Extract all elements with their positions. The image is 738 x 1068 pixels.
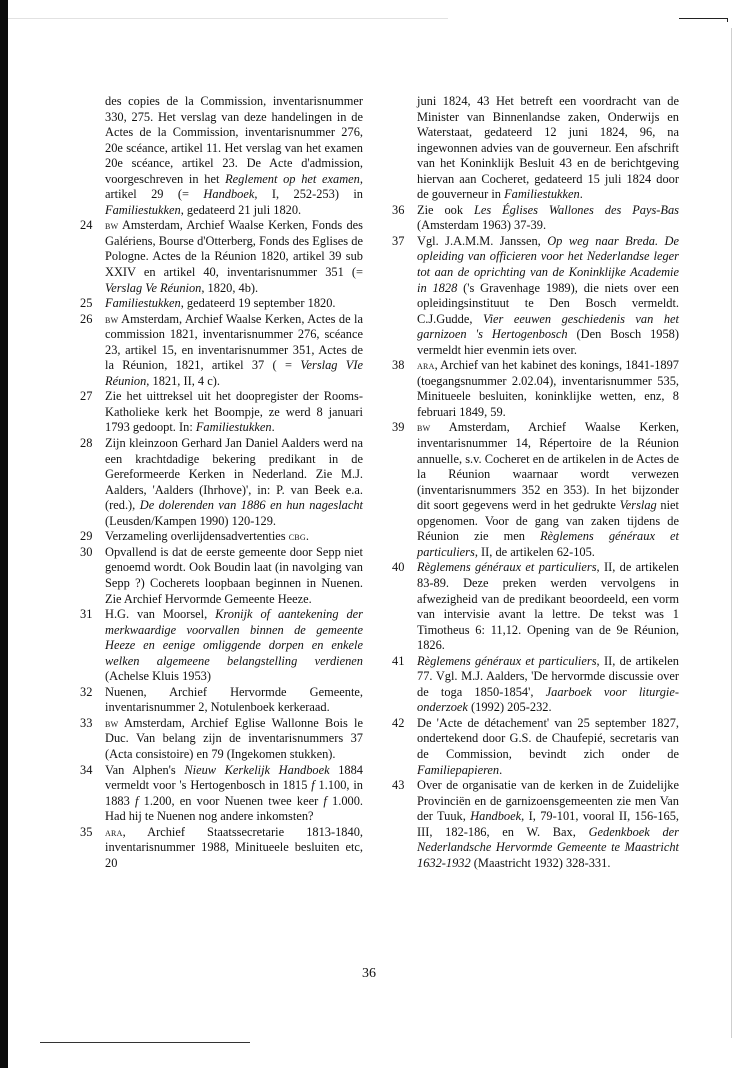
footnote-number: 29	[80, 529, 93, 544]
italic-text: Verslag Ve Réunion	[105, 280, 202, 295]
footnote-26	[80, 312, 363, 390]
text-run: niet opgenomen. Voor de gang van zaken tijdens de Réunion zie men	[417, 498, 679, 544]
text-run: Opvallend is dat de eerste gemeente door Sepp niet genoemd wordt. Ook Boudin laat (in navolging van Sepp ?) Cocherets loopbaan beginnen in Nuenen. Zie Archief Hervormde Gemeente Heeze.	[105, 544, 363, 606]
footnote-number: 25	[80, 296, 93, 311]
footnote-text	[105, 825, 363, 872]
footnote-40	[392, 560, 679, 653]
italic-text: f	[323, 793, 327, 808]
footnote-29	[80, 529, 363, 545]
footnote-number: 42	[392, 715, 405, 730]
footnote-text	[105, 529, 363, 545]
footnote-text	[417, 234, 679, 358]
footnote-27	[80, 389, 363, 436]
text-run: , II, de artikelen 77. Vgl. M.J. Aalders, 'De hervormde discussie over de toga 1850-1854',	[417, 653, 679, 699]
footnote-number: 24	[80, 218, 93, 233]
italic-text: Kronijk of aantekening der merkwaardige voorvallen binnen de gemeente Heeze en eenige omliggende dorpen en enkele welken algemeene belangstelling verdienen	[105, 607, 364, 668]
footnote-31	[80, 607, 363, 685]
text-run: , I, 252-253) in	[254, 187, 363, 202]
text-run: .	[305, 529, 309, 544]
footnote-35	[80, 825, 363, 872]
footnote-text	[105, 716, 363, 763]
text-run: (1992) 205-232.	[467, 700, 552, 715]
notes-list-left	[80, 218, 363, 871]
text-run: , II, de artikelen 62-105.	[474, 544, 595, 559]
note-continuation	[80, 94, 363, 218]
footnote-number: 33	[80, 715, 93, 730]
footnote-34	[80, 763, 363, 825]
text-run: (Leusden/Kampen 1990) 120-129.	[105, 513, 277, 528]
footnote-28	[80, 436, 363, 529]
footnote-text	[105, 607, 363, 685]
scan-bottom-mark	[40, 1042, 250, 1043]
footnote-number: 43	[392, 778, 405, 793]
footnote-30	[80, 545, 363, 607]
text-run: , 1820, 4b).	[201, 280, 259, 295]
footnote-36	[392, 203, 679, 234]
footnote-37	[392, 234, 679, 358]
scan-corner-mark	[679, 18, 728, 22]
italic-text: Verslag	[619, 498, 657, 513]
footnote-42	[392, 716, 679, 778]
italic-text: Les Églises Wallones des Pays-Bas	[473, 202, 679, 217]
footnote-text	[417, 420, 679, 560]
text-run: De 'Acte de détachement' van 25 september 1827, ondertekend door G.S. de Chaufepié, secretaris van de Commission, bevindt zich onder de	[417, 715, 679, 761]
text-run: Amsterdam, Archief Waalse Kerken, Fonds des Galériens, Bourse d'Otterberg, Fonds des Eglises de Pologne. Actes de la Réunion 1820, artikel 39 sub XXIV en artikel 40, inventarisnummer 351 (=	[105, 218, 363, 280]
footnote-32	[80, 685, 363, 716]
footnote-number: 28	[80, 436, 93, 451]
footnote-text	[105, 685, 363, 716]
italic-text: Vier eeuwen geschiedenis van het garnizoen 's Hertogenbosch	[417, 311, 679, 342]
text-run: 1884 vermeldt voor 's Hertogenbosch in 1815	[105, 762, 364, 793]
footnote-text	[105, 389, 363, 436]
text-run: , gedateerd 19 september 1820.	[180, 296, 336, 311]
scan-top-rule	[8, 18, 448, 19]
page-number: 36	[362, 966, 376, 981]
footnote-39	[392, 420, 679, 560]
text-run: , 1821, II, 4 c).	[146, 373, 220, 388]
text-run: 1.100, in 1883	[105, 778, 363, 808]
footnote-number: 32	[80, 684, 93, 699]
text-run: ('s Gravenhage 1989), die niets over een opleidingsinstituut te Den Bosch vermeldt. C.J.Gudde,	[417, 280, 679, 326]
text-run: Van Alphen's	[105, 762, 185, 777]
footnote-number: 40	[392, 560, 405, 575]
footnote-number: 31	[80, 607, 93, 622]
footnote-number: 30	[80, 544, 93, 559]
text-run: .	[499, 762, 503, 777]
footnote-text	[105, 436, 363, 529]
text-run: juni 1824, 43 Het betreft een voordracht van de Minister van Binnenlandse zaken, Onderwijs en Waterstaat, gedateerd 12 juni 1824, 96, na ingewonnen advies van de gouverneur. Een afschrift van het Koninklijk Besluit 43 en de berichtgeving hiervan aan Cocheret, gedateerd 15 juli 1824 door de gouverneur in	[417, 94, 679, 202]
text-run: , Archief Staatssecretarie 1813-1840, inventarisnummer 1988, Minitueele besluiten etc, 20	[105, 824, 363, 870]
italic-text: Règlemens généraux et particuliers	[417, 653, 597, 668]
footnote-number: 26	[80, 311, 93, 326]
footnote-text	[417, 560, 679, 653]
footnote-25	[80, 296, 363, 312]
text-run: (Achelse Kluis 1953)	[105, 669, 211, 684]
footnote-text	[417, 358, 679, 420]
notes-list-right	[392, 203, 679, 872]
text-run: , II, de artikelen 83-89. Deze preken werden vervolgens in afwezigheid van de predikant beoordeeld, een vorm van intervisie avant la lettre. De tekst was 1 Timotheus 6: 11,12. Opening van de 9e Réunion, 1826.	[417, 560, 679, 653]
text-run: H.G. van Moorsel,	[105, 607, 216, 622]
text-run: , I, 79-101, vooral II, 156-165, III, 182-186, en W. Bax,	[417, 809, 680, 839]
text-run: 1.200, en voor Nuenen twee keer	[138, 793, 324, 808]
footnote-text	[417, 778, 679, 871]
footnotes-left-column	[80, 94, 363, 871]
smallcaps-abbrev: ara	[105, 825, 123, 839]
italic-text: f	[134, 793, 139, 808]
text-run: Nuenen, Archief Hervormde Gemeente, inventarisnummer 2, Notulenboek kerkeraad.	[105, 684, 363, 715]
footnote-number: 34	[80, 762, 93, 777]
text-run: (Amsterdam 1963) 37-39.	[417, 218, 547, 233]
smallcaps-abbrev: bw	[105, 716, 119, 730]
text-run: Zie ook	[417, 202, 474, 217]
smallcaps-abbrev: bw	[417, 421, 431, 435]
text-run: Amsterdam, Archief Waalse Kerken, Actes de la commission 1821, inventarisnummer 276, scéance 23, artikel 15, en inventarisnummer 351, Actes de la Réunion, 1821, artikel 37 ( =	[105, 311, 363, 373]
footnote-number: 36	[392, 202, 405, 217]
footnote-41	[392, 654, 679, 716]
footnote-text	[105, 296, 363, 312]
footnote-38	[392, 358, 679, 420]
text-run: Vgl. J.A.M.M. Janssen,	[417, 233, 548, 248]
text-run: Zijn kleinzoon Gerhard Jan Daniel Aalders werd na een krachtdadige bekering predikant in de Gereformeerde Kerken in Nederland. Zie M.J. Aalders, 'Aalders (Ihrhove)', in: P. van Beek e.a. (red.),	[105, 436, 363, 513]
text-run: (Maastricht 1932) 328-331.	[470, 855, 611, 870]
footnote-text	[417, 716, 679, 778]
scan-edge-line	[731, 28, 732, 1038]
italic-text: Familiestukken	[105, 296, 181, 311]
footnote-text	[105, 545, 363, 607]
italic-text: Handboek	[203, 187, 255, 202]
text-run: Over de organisatie van de kerken in de Zuidelijke Provinciën en de garnizoensgemeenten zie men Van der Tuuk,	[417, 778, 679, 824]
footnote-number: 41	[392, 653, 405, 668]
italic-text: f	[311, 778, 315, 793]
text-run: Verzameling overlijdensadvertenties	[105, 529, 289, 544]
italic-text: Familiepapieren	[417, 762, 500, 777]
italic-text: Reglement op het examen	[225, 171, 360, 186]
footnote-text	[105, 312, 363, 390]
footnote-number: 37	[392, 233, 405, 248]
text-run: Zie het uittreksel uit het doopregister der Rooms-Katholieke kerk het Boompje, ze werd 8 januari 1793 gedoopt. In:	[105, 389, 363, 435]
footnote-text	[417, 203, 679, 234]
text-run: 1.000. Had hij te Nuenen nog andere inkomsten?	[105, 793, 364, 824]
italic-text: De dolerenden van 1886 en hun nageslacht	[139, 498, 363, 513]
text-run: des copies de la Commission, inventarisnummer 330, 275. Het verslag van deze handelingen in de Actes de la Commission, inventarisnummer 276, 20e scéance, artikel 11. Het verslag van het examen 20e scéance, artikel 23. De Acte d'admission, voorgeschreven in het	[105, 94, 363, 186]
italic-text: Règlemens généraux et particuliers	[417, 560, 597, 575]
text-run: , artikel 29 (=	[105, 171, 363, 202]
footnote-number: 38	[392, 358, 405, 373]
text-run: (Den Bosch 1958) vermeldt hier evenmin iets over.	[417, 327, 680, 357]
text-run: , Archief van het kabinet des konings, 1841-1897 (toegangsnummer 2.02.04), inventarisnummer 535, Minitueele besluiten, koninklijke wetten, enz, 8 februari 1849, 59.	[417, 358, 679, 419]
footnote-number: 39	[392, 420, 405, 435]
scan-edge-bar	[0, 0, 8, 1068]
italic-text: Jaarboek voor liturgie-onderzoek	[417, 684, 679, 715]
italic-text: Familiestukken	[195, 420, 272, 435]
italic-text: Verslag VIe Réunion	[105, 358, 363, 388]
footnote-number: 35	[80, 824, 93, 839]
italic-text: Familiestukken	[105, 202, 181, 217]
note-continuation	[392, 94, 679, 203]
footnote-33	[80, 716, 363, 763]
footnote-text	[417, 654, 679, 716]
text-run: .	[579, 187, 583, 202]
italic-text: Familiestukken	[504, 187, 580, 202]
text-run: .	[271, 420, 275, 435]
smallcaps-abbrev: bw	[105, 312, 119, 326]
footnote-number: 27	[80, 389, 93, 404]
italic-text: Nieuw Kerkelijk Handboek	[184, 762, 330, 777]
italic-text: Gedenkboek der Nederlandsche Hervormde Gemeente te Maastricht 1632-1932	[417, 824, 680, 870]
footnote-24	[80, 218, 363, 296]
smallcaps-abbrev: cbg	[288, 530, 306, 544]
text-run: , gedateerd 21 juli 1820.	[180, 202, 302, 217]
footnotes-right-column	[392, 94, 679, 871]
footnote-text	[105, 763, 363, 825]
smallcaps-abbrev: ara	[417, 359, 435, 373]
smallcaps-abbrev: bw	[105, 219, 119, 233]
footnote-43	[392, 778, 679, 871]
text-run: Amsterdam, Archief Waalse Kerken, inventarisnummer 14, Répertoire de la Réunion annuelle, s.v. Cocheret en de artikelen in de Actes de la Réunion waarnaar wordt verwezen (inventarisnummers 352 en 353). In het bijzonder dit soort gegevens werd in het gedrukte	[417, 420, 679, 513]
italic-text: Op weg naar Breda. De opleiding van officieren voor het Nederlandse leger tot aan de oprichting van de Koninklijke Academie in 1828	[417, 233, 679, 295]
footnote-text	[105, 218, 363, 296]
italic-text: Handboek	[470, 809, 522, 824]
text-run: Amsterdam, Archief Eglise Wallonne Bois le Duc. Van belang zijn de inventarisnummers 37 (Acta consistoire) en 79 (Ingekomen stukken).	[105, 715, 363, 761]
italic-text: Règlemens généraux et particuliers	[417, 529, 679, 559]
